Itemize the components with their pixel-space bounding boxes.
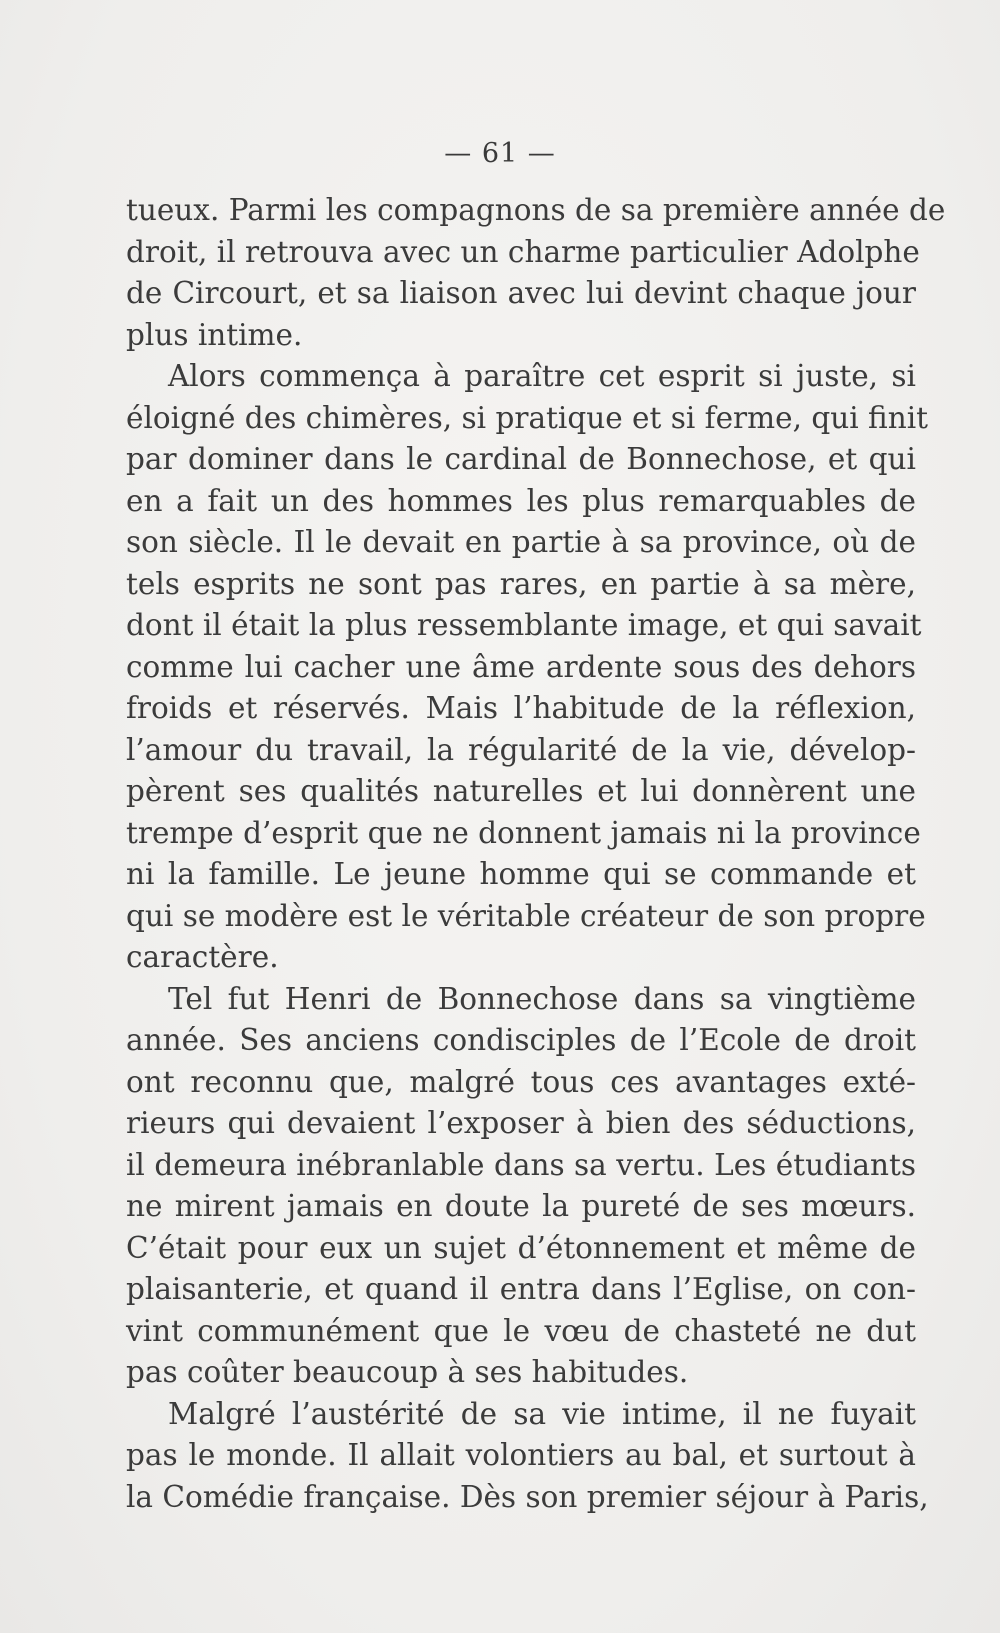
text-line: C’était pour eux un sujet d’étonnement et même de [126,1230,916,1265]
text-line: qui se modère est le véritable créateur de son propre [126,898,926,933]
body-text [126,190,946,1518]
text-line: Tel fut Henri de Bonnechose dans sa vingtième [168,981,916,1016]
text-line: Malgré l’austérité de sa vie intime, il ne fuyait [168,1396,916,1431]
text-line: trempe d’esprit que ne donnent jamais ni la province [126,815,921,850]
text-line: année. Ses anciens condisciples de l’Ecole de droit [126,1023,916,1057]
text-line: l’amour du travail, la régularité de la vie, dévelop- [126,732,916,767]
text-line: pas le monde. Il allait volontiers au bal, et surtout à [126,1438,916,1472]
text-line: dont il était la plus ressemblante image, et qui savait [126,608,922,642]
text-line: plus intime. [126,317,303,352]
text-line: pèrent ses qualités naturelles et lui donnèrent une [126,774,916,808]
text-line: comme lui cacher une âme ardente sous des dehors [126,649,916,684]
text-line: rieurs qui devaient l’exposer à bien des séductions, [126,1106,916,1140]
text-line: la Comédie française. Dès son premier séjour à Paris, [126,1479,929,1514]
text-line: Alors commença à paraître cet esprit si juste, si [168,359,916,393]
text-line: de Circourt, et sa liaison avec lui devint chaque jour [126,276,916,310]
text-line: plaisanterie, et quand il entra dans l’Eglise, on con- [126,1272,916,1306]
text-line: son siècle. Il le devait en partie à sa province, où de [126,525,916,559]
text-line: froids et réservés. Mais l’habitude de la réflexion, [126,691,916,725]
text-line: tels esprits ne sont pas rares, en partie à sa mère, [126,566,916,601]
text-line: vint communément que le vœu de chasteté ne dut [126,1313,916,1348]
text-line: ont reconnu que, malgré tous ces avantages exté- [126,1064,916,1099]
text-line: ne mirent jamais en doute la pureté de ses mœurs. [126,1189,916,1223]
text-line: pas coûter beaucoup à ses habitudes. [126,1355,689,1389]
page-number: — 61 — [444,138,556,169]
text-line: droit, il retrouva avec un charme particulier Adolphe [126,234,920,269]
text-line: éloigné des chimères, si pratique et si ferme, qui finit [126,400,929,435]
text-line: en a fait un des hommes les plus remarquables de [126,483,916,518]
text-line: ni la famille. Le jeune homme qui se commande et [126,857,916,891]
text-line: caractère. [126,940,279,974]
text-line: par dominer dans le cardinal de Bonnechose, et qui [126,442,916,476]
text-line: tueux. Parmi les compagnons de sa première année de [126,193,946,227]
text-line: il demeura inébranlable dans sa vertu. Les étudiants [126,1147,916,1182]
